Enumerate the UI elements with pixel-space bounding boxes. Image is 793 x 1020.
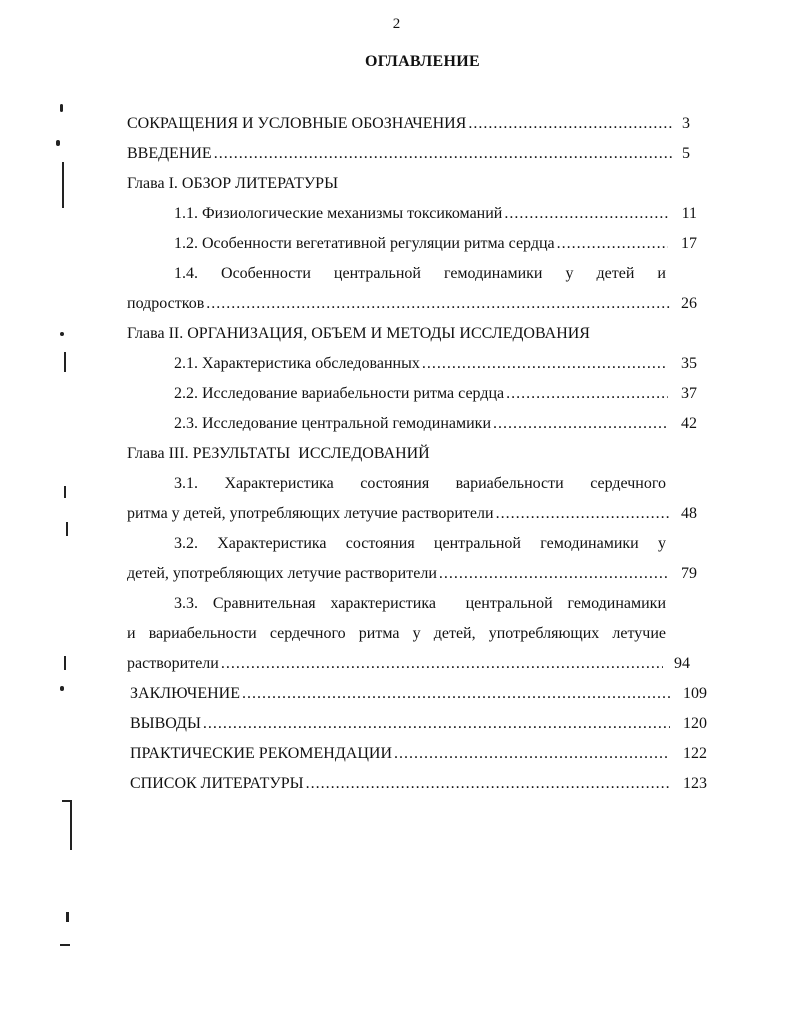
scan-mark	[70, 800, 72, 850]
toc-section-1-4-continued[interactable]: подростков .....	[127, 292, 672, 316]
toc-page-number: 123	[683, 775, 707, 792]
scan-mark	[56, 140, 60, 146]
toc-entry-findings[interactable]: ВЫВОДЫ .....	[130, 712, 672, 736]
toc-section-3-2-continued[interactable]: детей, употребляющих летучие растворители .....	[127, 562, 672, 586]
toc-page-number: 42	[681, 415, 697, 432]
scan-mark	[66, 522, 68, 536]
toc-page-number: 5	[682, 145, 690, 162]
scan-mark	[64, 486, 66, 498]
toc-section-2-2[interactable]: 2.2. Исследование вариабельности ритма сердца .....	[174, 382, 670, 406]
scan-mark	[66, 912, 69, 922]
scan-mark	[64, 352, 66, 372]
toc-page-number: 109	[683, 685, 707, 702]
toc-section-1-2[interactable]: 1.2. Особенности вегетативной регуляции ритма сердца .....	[174, 232, 670, 256]
toc-page-number: 26	[681, 295, 697, 312]
toc-entry-recommendations[interactable]: ПРАКТИЧЕСКИЕ РЕКОМЕНДАЦИИ .....	[130, 742, 672, 766]
toc-section-3-1-continued[interactable]: ритма у детей, употребляющих летучие растворители .....	[127, 502, 672, 526]
toc-page-number: 122	[683, 745, 707, 762]
toc-section-3-3[interactable]: 3.3. Сравнительная характеристика центральной гемодинамики	[174, 595, 666, 612]
scan-mark	[60, 686, 64, 691]
scan-mark	[64, 656, 66, 670]
toc-section-3-2[interactable]: 3.2. Характеристика состояния центральной гемодинамики у	[174, 535, 666, 552]
scan-mark	[60, 944, 70, 946]
scan-mark	[60, 104, 63, 112]
toc-section-3-1[interactable]: 3.1. Характеристика состояния вариабельности сердечного	[174, 475, 666, 492]
toc-page-number: 35	[681, 355, 697, 372]
toc-entry-references[interactable]: СПИСОК ЛИТЕРАТУРЫ .....	[130, 772, 672, 796]
toc-page-number: 17	[681, 235, 697, 252]
toc-entry-introduction[interactable]: ВВЕДЕНИЕ .....	[127, 142, 675, 166]
toc-chapter-1[interactable]: Глава I. ОБЗОР ЛИТЕРАТУРЫ	[127, 175, 339, 192]
toc-chapter-2[interactable]: Глава II. ОРГАНИЗАЦИЯ, ОБЪЕМ И МЕТОДЫ ИССЛЕДОВАНИЯ	[127, 325, 590, 342]
toc-page-number: 48	[681, 505, 697, 522]
toc-page-number: 37	[681, 385, 697, 402]
toc-section-2-3[interactable]: 2.3. Исследование центральной гемодинамики .....	[174, 412, 670, 436]
toc-page-number: 94	[674, 655, 690, 672]
toc-page-number: 79	[681, 565, 697, 582]
page-number: 2	[392, 16, 401, 32]
toc-section-1-1[interactable]: 1.1. Физиологические механизмы токсикоманий .....	[174, 202, 670, 226]
scan-mark	[60, 332, 64, 336]
toc-chapter-3[interactable]: Глава III. РЕЗУЛЬТАТЫ ИССЛЕДОВАНИЙ	[127, 445, 430, 462]
scan-mark	[62, 162, 64, 208]
toc-page-number: 11	[681, 205, 697, 222]
toc-page-number: 3	[682, 115, 690, 132]
toc-entry-conclusion[interactable]: ЗАКЛЮЧЕНИЕ .....	[130, 682, 672, 706]
toc-page-number: 120	[683, 715, 707, 732]
toc-entry-abbreviations[interactable]: СОКРАЩЕНИЯ И УСЛОВНЫЕ ОБОЗНАЧЕНИЯ .....	[127, 112, 675, 136]
toc-section-3-3-continued[interactable]: и вариабельности сердечного ритма у детей, употребляющих летучие	[127, 625, 666, 642]
document-title: ОГЛАВЛЕНИЕ	[365, 53, 480, 70]
scan-mark	[62, 800, 70, 802]
toc-section-3-3-continued-2[interactable]: растворители .....	[127, 652, 665, 676]
toc-section-1-4[interactable]: 1.4. Особенности центральной гемодинамики у детей и	[174, 265, 666, 282]
toc-section-2-1[interactable]: 2.1. Характеристика обследованных .....	[174, 352, 670, 376]
